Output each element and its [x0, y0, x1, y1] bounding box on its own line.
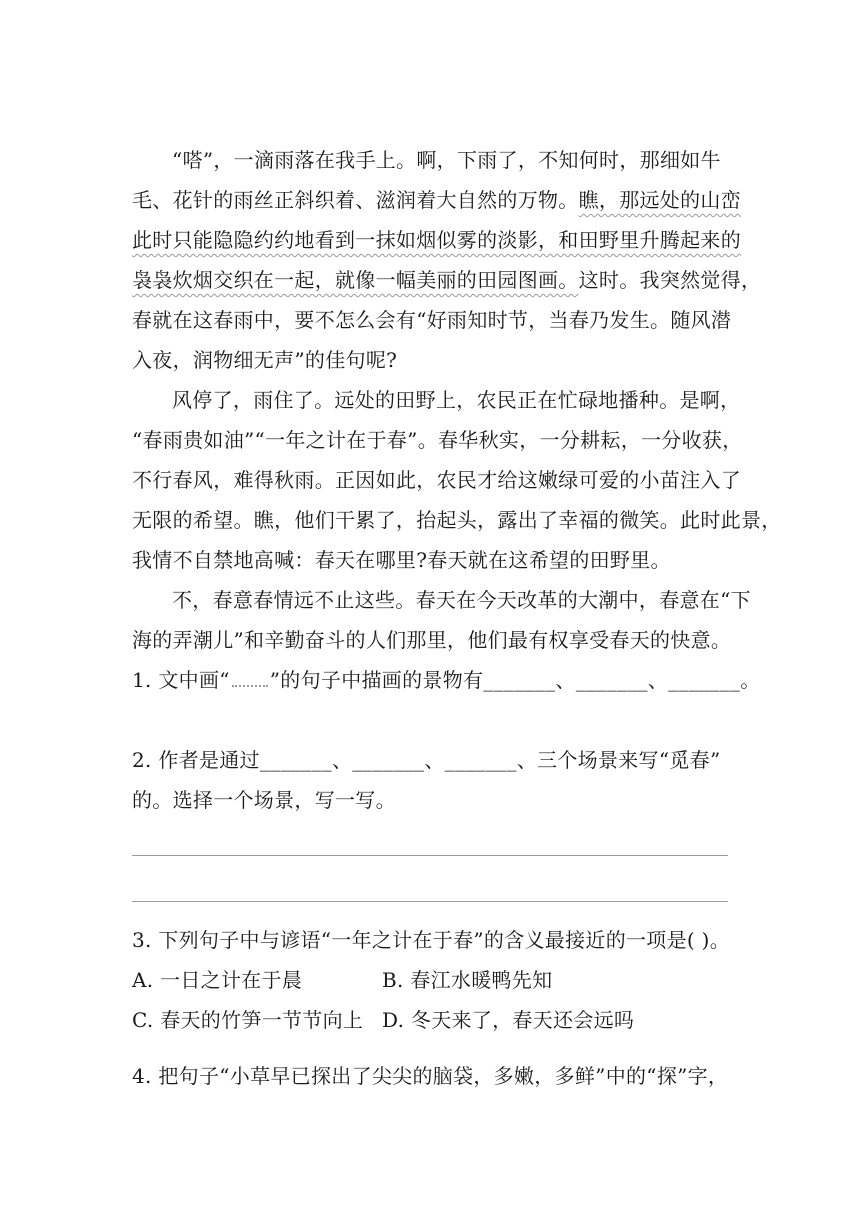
option-d[interactable]: D. 冬天来了，春天还会远吗: [382, 1008, 635, 1032]
question-1-before: 1. 文中画“: [132, 668, 230, 692]
wavy-underlined-sentence: 袅袅炊烟交织在一起，就像一幅美丽的田园图画。: [132, 268, 579, 292]
passage-p1-line-1: “嗒”，一滴雨落在我手上。啊，下雨了，不知何时，那细如牛: [172, 148, 721, 172]
question-2-line-1: 2. 作者是通过_______、_______、_______、三个场景来写“觅春”: [132, 748, 721, 772]
option-c[interactable]: C. 春天的竹笋一节节向上: [132, 1008, 364, 1032]
passage-p1-line-2-text: 毛、花针的雨丝正斜织着、滋润着大自然的万物。: [132, 188, 579, 212]
passage-p3-line-1: 不，春意春情远不止这些。春天在今天改革的大潮中，春意在“下: [172, 588, 751, 612]
passage-p2-line-4: 无限的希望。瞧，他们干累了，抬起头，露出了幸福的微笑。此时此景，: [132, 508, 782, 532]
passage-p2-line-3: 不行春风，难得秋雨。正因如此，农民才给这嫩绿可爱的小苗注入了: [132, 468, 741, 492]
passage-p2-line-5: 我情不自禁地高喊：春天在哪里?春天就在这希望的田野里。: [132, 548, 671, 572]
wavy-underlined-sentence: 瞧，那远处的山峦: [578, 188, 742, 212]
question-2-line-2: 的。选择一个场景，写一写。: [132, 788, 396, 812]
passage-p1-line-4: [132, 266, 762, 294]
passage-p1-line-6: 入夜，润物细无声”的佳句呢?: [132, 348, 398, 372]
question-3-stem: 3. 下列句子中与谚语“一年之计在于春”的含义最接近的一项是( )。: [132, 928, 731, 952]
passage-p1-line-5: 春就在这春雨中，要不怎么会有“好雨知时节，当春乃发生。随风潜: [132, 308, 732, 332]
answer-line-2[interactable]: [132, 901, 728, 902]
question-1: [132, 666, 761, 694]
passage-p3-line-2: 海的弄潮儿”和辛勤奋斗的人们那里，他们最有权享受春天的快意。: [132, 628, 732, 652]
answer-line-1[interactable]: [132, 855, 728, 856]
passage-p2-line-1: 风停了，雨住了。远处的田野上，农民正在忙碌地播种。是啊，: [172, 388, 741, 412]
passage-p1-line-3: [132, 226, 741, 254]
wavy-underlined-sentence: 此时只能隐隐约约地看到一抹如烟似雾的淡影，和田野里升腾起来的: [132, 228, 741, 252]
question-4-line-1: 4. 把句子“小草早已探出了尖尖的脑袋，多嫩，多鲜”中的“探”字，: [132, 1064, 729, 1088]
question-1-after: ”的句子中描画的景物有_______、_______、_______。: [269, 668, 761, 692]
passage-p1-line-4-text: 这时。我突然觉得，: [578, 268, 762, 292]
option-b[interactable]: B. 春江水暖鸭先知: [382, 968, 553, 992]
option-a[interactable]: A. 一日之计在于晨: [132, 968, 303, 992]
wavy-line-sample: [232, 671, 268, 687]
passage-p1-line-2: [132, 186, 742, 214]
passage-p2-line-2: “春雨贵如油”“一年之计在于春”。春华秋实，一分耕耘，一分收获，: [132, 428, 743, 452]
